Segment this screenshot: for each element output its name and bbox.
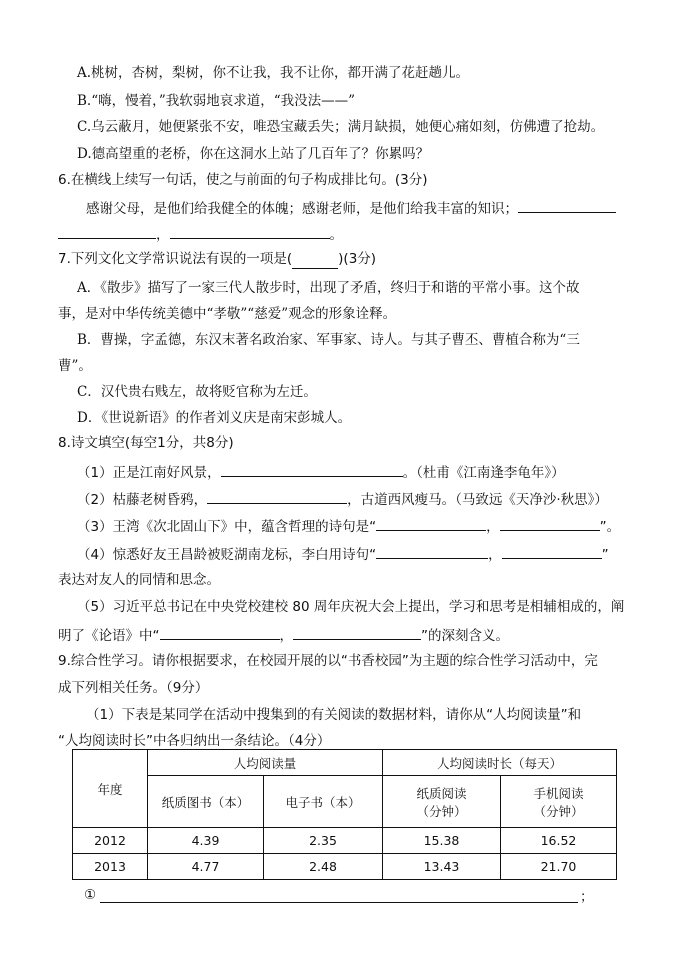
q8-title: 8.诗文填空(每空1分，共8分)	[58, 435, 234, 451]
q8-line4	[77, 544, 609, 564]
q7-option-a-2: 事，是对中华传统美德中“孝敬”“慈爱”观念的形象诠释。	[58, 306, 397, 322]
q9-title-2: 成下列相关任务。（9分）	[58, 680, 209, 696]
header-paper-reading-label: 纸质阅读	[416, 785, 467, 801]
q7-option-d: D．《世说新语》的作者刘义庆是南宋彭城人。	[77, 410, 352, 426]
q6-prompt: 感谢父母，是他们给我健全的体魄；感谢老师，是他们给我丰富的知识；	[86, 201, 518, 217]
q8-l2-suffix: ，古道西风瘦马。（马致远《天净沙·秋思》）	[347, 492, 608, 508]
table-row	[73, 828, 617, 854]
q8-line3	[77, 516, 620, 536]
q8-l5-suffix: ”的深刻含义。	[421, 628, 509, 644]
answer-mark: ①	[84, 887, 97, 903]
q5-option-a: A.桃树，杏树，梨树，你不让我，我不让你，都开满了花赶趟儿。	[77, 65, 470, 81]
header-phone-reading-unit: （分钟）	[533, 803, 584, 819]
header-paper-reading-unit: （分钟）	[416, 803, 467, 819]
q7-option-b-2: 曹”。	[58, 358, 92, 374]
q5-option-b: B.“嗨，慢着，”我软弱地哀求道，“我没法——”	[77, 93, 356, 109]
q8-l4-prefix: （4）惊悉好友王昌龄被贬湖南龙标，李白用诗句“	[77, 547, 377, 563]
q5-option-c: C.乌云蔽月，她便紧张不安，唯恐宝藏丢失；满月缺损，她便心痛如刻，仿佛遭了抢劫。	[77, 119, 605, 135]
cell-paper-books: 4.77	[148, 854, 264, 880]
q8-l1-suffix: 。（杜甫《江南逢李龟年》）	[402, 465, 565, 481]
q8-l5-comma: ，	[279, 628, 293, 644]
cell-year: 2012	[73, 828, 148, 854]
q8-blank-4[interactable]	[500, 516, 600, 531]
q9-sub-1: （1）下表是某同学在活动中搜集到的有关阅读的数据材料，请你从“人均阅读量”和	[86, 707, 582, 723]
header-reading-time: 人均阅读时长（每天）	[383, 750, 617, 776]
q6-text	[86, 198, 616, 218]
answer-end: ；	[580, 889, 594, 905]
q7-option-a-1: A．《散步》描写了一家三代人散步时，出现了矛盾，终归于和谐的平常小事。这个故	[77, 280, 580, 296]
q8-l3-comma: ，	[486, 519, 500, 535]
q6-blank-3[interactable]	[170, 224, 330, 239]
q9-sub-2: “人均阅读时长”中各归纳出一条结论。（4分）	[58, 733, 331, 749]
header-phone-reading	[501, 776, 617, 828]
q6-blank-1[interactable]	[518, 198, 616, 213]
cell-ebooks: 2.35	[264, 828, 383, 854]
q6-title: 6.在横线上续写一句话，使之与前面的句子构成排比句。(3分)	[58, 172, 428, 188]
q8-l4-comma: ，	[488, 547, 502, 563]
cell-year: 2013	[73, 854, 148, 880]
answer-blank[interactable]	[100, 886, 578, 903]
q8-blank-7[interactable]	[160, 625, 280, 640]
q8-blank-6[interactable]	[502, 544, 602, 559]
q8-blank-1[interactable]	[221, 462, 403, 477]
q8-line1	[77, 462, 565, 482]
q7-title-text: 7.下列文化文学常识说法有误的一项是(	[58, 251, 293, 267]
q8-line5-cont	[58, 625, 509, 645]
q5-option-d: D.德高望重的老桥，你在这洞水上站了几百年了？你累吗？	[77, 146, 430, 162]
header-year: 年度	[73, 750, 148, 828]
q6-end: 。	[329, 227, 343, 243]
q8-blank-3[interactable]	[376, 516, 486, 531]
q8-l3-prefix: （3）王湾《次北固山下》中，蕴含哲理的诗句是“	[77, 519, 377, 535]
q7-option-c: C．汉代贵右贱左，故将贬官称为左迁。	[77, 384, 317, 400]
q9-title-1: 9.综合性学习。请你根据要求，在校园开展的以“书香校园”为主题的综合性学习活动中，完	[58, 653, 598, 669]
header-paper-reading	[383, 776, 501, 828]
cell-paper-reading: 15.38	[383, 828, 501, 854]
q8-l4-suffix: ”	[601, 547, 609, 563]
q8-blank-8[interactable]	[293, 625, 421, 640]
header-phone-reading-label: 手机阅读	[533, 785, 584, 801]
table-row	[73, 854, 617, 880]
q8-l3-suffix: ”。	[599, 519, 621, 535]
q8-line4-cont: 表达对友人的同情和思念。	[58, 572, 220, 588]
header-ebooks: 电子书（本）	[264, 776, 383, 828]
cell-ebooks: 2.48	[264, 854, 383, 880]
header-reading-amount: 人均阅读量	[148, 750, 383, 776]
cell-phone-reading: 21.70	[501, 854, 617, 880]
q8-l5-prefix: 明了《论语》中“	[58, 628, 160, 644]
cell-phone-reading: 16.52	[501, 828, 617, 854]
q8-blank-5[interactable]	[376, 544, 488, 559]
q8-l1-prefix: （1）正是江南好风景，	[77, 465, 221, 481]
cell-paper-books: 4.39	[148, 828, 264, 854]
q7-title	[58, 250, 376, 269]
q7-answer-blank[interactable]	[292, 250, 338, 269]
reading-data-table	[72, 749, 617, 880]
q7-option-b-1: B．曹操，字孟德，东汉末著名政治家、军事家、诗人。与其子曹丕、曹植合称为“三	[77, 332, 580, 348]
header-paper-books: 纸质图书（本）	[148, 776, 264, 828]
q8-line2	[77, 489, 608, 509]
q8-blank-2[interactable]	[207, 489, 347, 504]
q6-blank-2[interactable]	[58, 224, 156, 239]
q6-line2: ， 。	[58, 224, 343, 244]
q8-l2-prefix: （2）枯藤老树昏鸦，	[77, 492, 208, 508]
cell-paper-reading: 13.43	[383, 854, 501, 880]
q7-title-end: )(3分)	[338, 251, 377, 267]
q8-line5: （5）习近平总书记在中央党校建校 80 周年庆祝大会上提出，学习和思考是相辅相成的，阐	[77, 599, 625, 615]
